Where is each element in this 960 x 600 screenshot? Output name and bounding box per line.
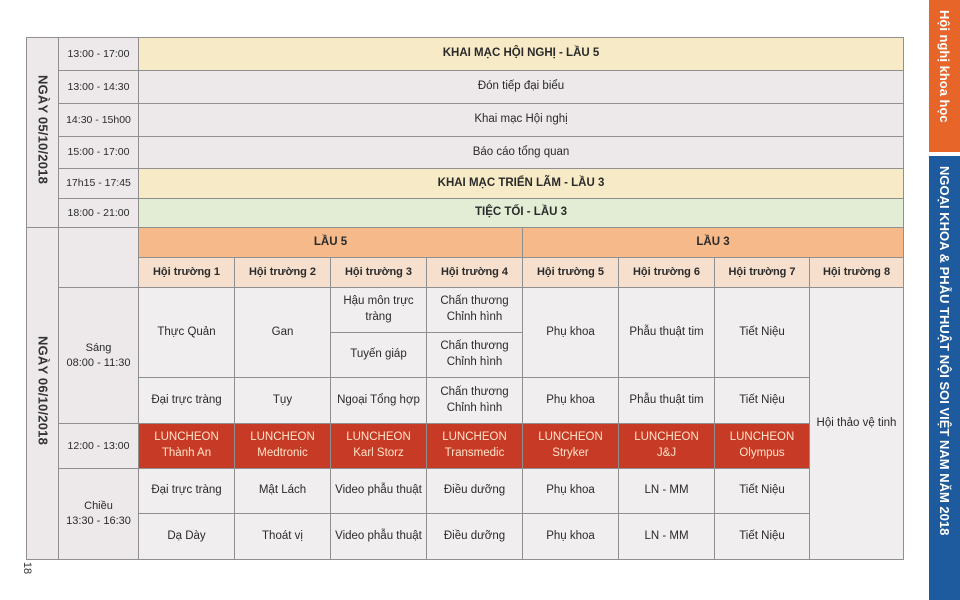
floor-5-header: LẦU 5 bbox=[139, 228, 523, 258]
schedule-cell: Mật Lách bbox=[235, 469, 331, 514]
schedule-cell: Ngoại Tổng hợp bbox=[331, 378, 427, 424]
side-tab-conference bbox=[929, 0, 960, 152]
lunch-label: LUNCHEON bbox=[634, 431, 699, 444]
schedule-cell: Chấn thương Chỉnh hình bbox=[427, 288, 523, 333]
time-cell: 13:00 - 14:30 bbox=[59, 71, 139, 104]
lunch-cell bbox=[523, 424, 619, 469]
lunch-row bbox=[27, 424, 904, 469]
morning-row bbox=[27, 288, 904, 333]
time-cell: 14:30 - 15h00 bbox=[59, 104, 139, 137]
hall-5-header: Hội trường 5 bbox=[523, 258, 619, 288]
day1-row bbox=[27, 169, 904, 199]
schedule-cell: Chấn thương Chỉnh hình bbox=[427, 378, 523, 424]
lunch-sponsor: J&J bbox=[656, 447, 677, 459]
lunch-label: LUNCHEON bbox=[538, 431, 603, 444]
lunch-cell bbox=[715, 424, 810, 469]
lunch-sponsor: Olympus bbox=[739, 447, 785, 459]
lunch-cell bbox=[139, 424, 235, 469]
schedule-cell: Tiết Niệu bbox=[715, 469, 810, 514]
event-overview: Báo cáo tổng quan bbox=[139, 137, 904, 169]
schedule-cell: Phụ khoa bbox=[523, 378, 619, 424]
schedule-cell: LN - MM bbox=[619, 514, 715, 560]
schedule-cell: Điều dưỡng bbox=[427, 514, 523, 560]
lunch-cell bbox=[427, 424, 523, 469]
schedule-cell: Phẫu thuật tim bbox=[619, 288, 715, 378]
side-tab-event-title bbox=[929, 156, 960, 600]
schedule-cell: Phụ khoa bbox=[523, 469, 619, 514]
schedule-cell: Tụy bbox=[235, 378, 331, 424]
event-opening-exhibition: KHAI MẠC TRIỂN LÃM - LẦU 3 bbox=[139, 169, 904, 199]
lunch-sponsor: Medtronic bbox=[257, 447, 308, 459]
header-corner bbox=[59, 228, 139, 288]
lunch-sponsor: Transmedic bbox=[444, 447, 505, 459]
day2-label-cell bbox=[27, 228, 59, 560]
hall-1-header: Hội trường 1 bbox=[139, 258, 235, 288]
lunch-sponsor: Stryker bbox=[552, 447, 589, 459]
schedule-cell: Đại trực tràng bbox=[139, 378, 235, 424]
floor-header-row bbox=[27, 228, 904, 258]
time-cell: 13:00 - 17:00 bbox=[59, 38, 139, 71]
schedule-cell: Chấn thương Chỉnh hình bbox=[427, 333, 523, 378]
schedule-cell: Thoát vị bbox=[235, 514, 331, 560]
hall-4-header: Hội trường 4 bbox=[427, 258, 523, 288]
day1-label-cell bbox=[27, 38, 59, 228]
schedule-cell: Tiết Niệu bbox=[715, 514, 810, 560]
afternoon-session-time: 13:30 - 16:30 bbox=[66, 515, 131, 527]
schedule-cell: Đại trực tràng bbox=[139, 469, 235, 514]
lunch-label: LUNCHEON bbox=[442, 431, 507, 444]
schedule-cell: Dạ Dày bbox=[139, 514, 235, 560]
lunch-sponsor: Thành An bbox=[161, 447, 212, 459]
schedule-cell: Thực Quản bbox=[139, 288, 235, 378]
lunch-sponsor: Karl Storz bbox=[353, 447, 404, 459]
time-cell: 17h15 - 17:45 bbox=[59, 169, 139, 199]
day1-row bbox=[27, 38, 904, 71]
event-dinner: TIỆC TỐI - LẦU 3 bbox=[139, 199, 904, 228]
schedule-cell: Phụ khoa bbox=[523, 288, 619, 378]
lunch-label: LUNCHEON bbox=[729, 431, 795, 444]
hall-3-header: Hội trường 3 bbox=[331, 258, 427, 288]
morning-session-name: Sáng bbox=[85, 341, 112, 354]
lunch-cell bbox=[331, 424, 427, 469]
lunch-label: LUNCHEON bbox=[250, 431, 315, 444]
lunch-cell bbox=[235, 424, 331, 469]
floor-3-header: LẦU 3 bbox=[523, 228, 904, 258]
hall-header-row bbox=[27, 258, 904, 288]
day2-label: NGÀY 06/10/2018 bbox=[35, 336, 51, 446]
day1-label: NGÀY 05/10/2018 bbox=[35, 75, 51, 185]
hall-6-header: Hội trường 6 bbox=[619, 258, 715, 288]
schedule-table bbox=[26, 37, 904, 560]
schedule-cell: Video phẫu thuật bbox=[331, 514, 427, 560]
event-opening: Khai mạc Hội nghị bbox=[139, 104, 904, 137]
schedule-cell: LN - MM bbox=[619, 469, 715, 514]
lunch-label: LUNCHEON bbox=[346, 431, 411, 444]
schedule-cell: Điều dưỡng bbox=[427, 469, 523, 514]
schedule-cell: Tiết Niệu bbox=[715, 378, 810, 424]
lunch-cell bbox=[619, 424, 715, 469]
hall-2-header: Hội trường 2 bbox=[235, 258, 331, 288]
schedule-cell: Gan bbox=[235, 288, 331, 378]
schedule-cell: Tiết Niệu bbox=[715, 288, 810, 378]
page-number: 18 bbox=[21, 561, 34, 575]
afternoon-row bbox=[27, 514, 904, 560]
day1-row bbox=[27, 104, 904, 137]
schedule-cell: Hậu môn trực tràng bbox=[331, 288, 427, 333]
afternoon-session-cell bbox=[59, 469, 139, 560]
schedule-cell: Tuyến giáp bbox=[331, 333, 427, 378]
side-tab-event-title-label: NGOẠI KHOA & PHẪU THUẬT NỘI SOI VIỆT NAM NĂM 2018 bbox=[937, 166, 952, 536]
event-opening-conference: KHAI MẠC HỘI NGHỊ - LẦU 5 bbox=[139, 38, 904, 71]
day1-row bbox=[27, 199, 904, 228]
schedule-cell: Phẫu thuật tim bbox=[619, 378, 715, 424]
schedule-cell: Phụ khoa bbox=[523, 514, 619, 560]
day1-row bbox=[27, 71, 904, 104]
event-welcome: Đón tiếp đại biểu bbox=[139, 71, 904, 104]
hall-7-header: Hội trường 7 bbox=[715, 258, 810, 288]
time-cell: 15:00 - 17:00 bbox=[59, 137, 139, 169]
lunch-time-cell: 12:00 - 13:00 bbox=[59, 424, 139, 469]
morning-session-time: 08:00 - 11:30 bbox=[66, 356, 131, 369]
schedule-cell: Video phẫu thuật bbox=[331, 469, 427, 514]
hall-8-satellite-cell: Hội thảo vệ tinh bbox=[810, 288, 904, 560]
hall-8-header: Hội trường 8 bbox=[810, 258, 904, 288]
morning-session-cell bbox=[59, 288, 139, 424]
day1-row bbox=[27, 137, 904, 169]
afternoon-row bbox=[27, 469, 904, 514]
side-tab-conference-label: Hội nghị khoa học bbox=[937, 10, 952, 123]
lunch-label: LUNCHEON bbox=[154, 431, 219, 444]
afternoon-session-name: Chiều bbox=[84, 500, 113, 513]
time-cell: 18:00 - 21:00 bbox=[59, 199, 139, 228]
